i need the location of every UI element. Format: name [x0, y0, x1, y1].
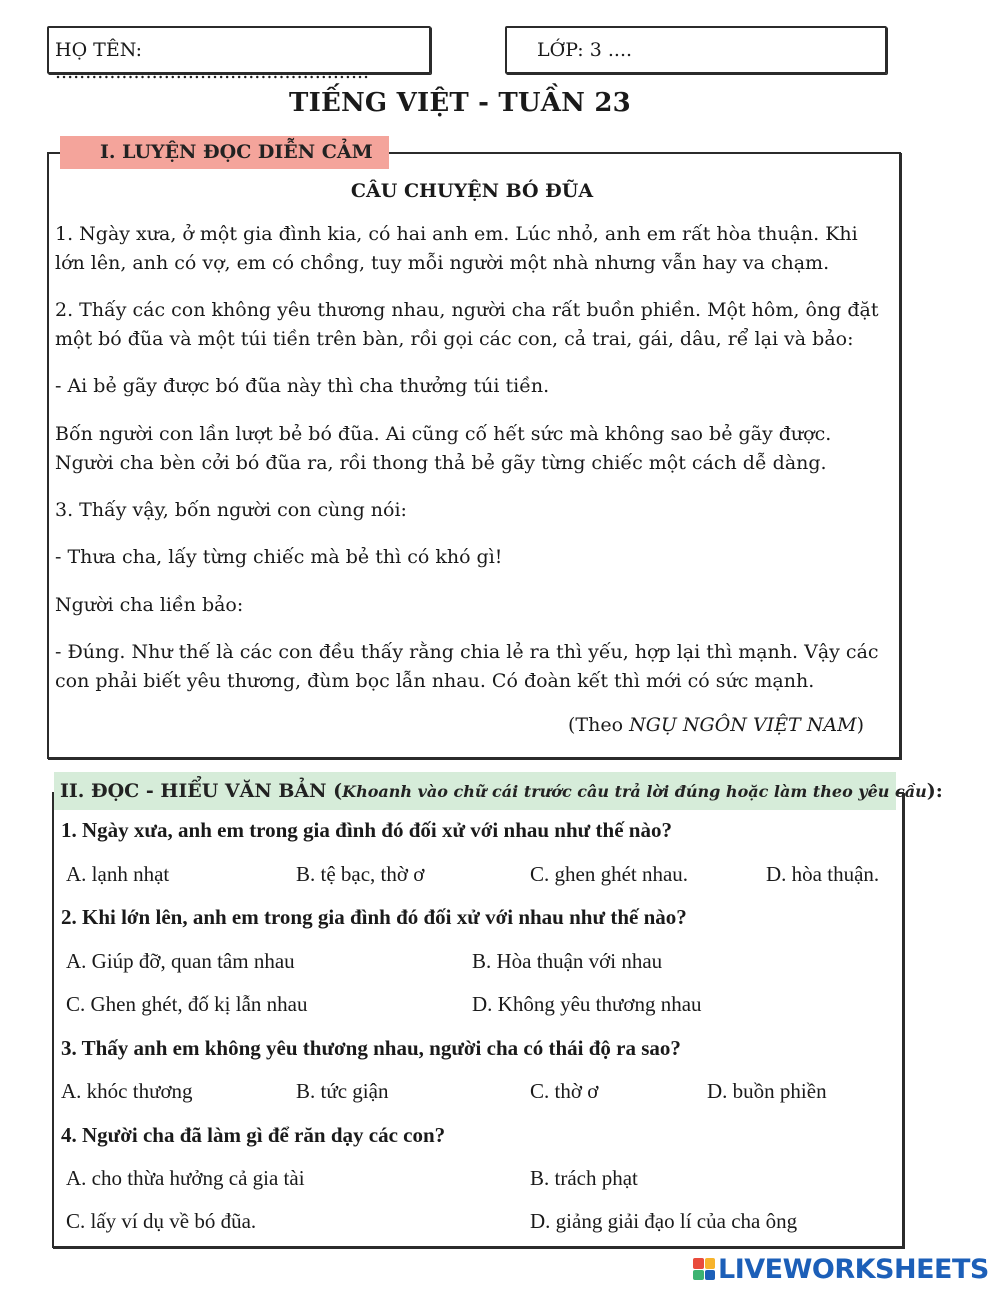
question-2: 2. Khi lớn lên, anh em trong gia đình đó đối xử với nhau như thế nào? — [61, 905, 687, 929]
story-paragraph: - Thưa cha, lấy từng chiếc mà bẻ thì có khó gì! — [55, 546, 503, 568]
liveworksheets-logo — [693, 1254, 989, 1284]
q4-option-c[interactable]: C. lấy ví dụ về bó đũa. — [66, 1209, 257, 1233]
student-name-box — [47, 26, 431, 83]
liveworksheets-logo-text: LIVEWORKSHEETS — [718, 1253, 989, 1285]
section1-heading: I. LUYỆN ĐỌC DIỄN CẢM — [60, 136, 389, 169]
student-class-box — [505, 26, 887, 74]
story-paragraph: 3. Thấy vậy, bốn người con cùng nói: — [55, 499, 407, 521]
liveworksheets-logo-icon — [693, 1258, 715, 1280]
q1-option-b[interactable]: B. tệ bạc, thờ ơ — [296, 862, 425, 886]
story-paragraph: - Đúng. Như thế là các con đều thấy rằng chia lẻ ra thì yếu, hợp lại thì mạnh. Vậy các con phải biết yêu thương, đùm bọc lẫn nhau. Có đoàn kết thì mới có sức mạnh. — [55, 641, 879, 692]
credit-source: NGỤ NGÔN VIỆT NAM — [629, 714, 857, 736]
question-4: 4. Người cha đã làm gì để răn dạy các con? — [61, 1123, 446, 1147]
logo-square — [705, 1258, 716, 1269]
q1-option-c[interactable]: C. ghen ghét nhau. — [530, 862, 689, 886]
q2-option-a[interactable]: A. Giúp đỡ, quan tâm nhau — [66, 949, 295, 973]
story-credit — [568, 714, 864, 736]
q4-option-b[interactable]: B. trách phạt — [530, 1166, 638, 1190]
q3-option-b[interactable]: B. tức giận — [296, 1079, 389, 1103]
q3-option-c[interactable]: C. thờ ơ — [530, 1079, 599, 1103]
q3-option-d[interactable]: D. buồn phiền — [707, 1079, 827, 1103]
q4-option-d[interactable]: D. giảng giải đạo lí của cha ông — [530, 1209, 798, 1233]
question-1: 1. Ngày xưa, anh em trong gia đình đó đối xử với nhau như thế nào? — [61, 818, 672, 842]
q2-option-c[interactable]: C. Ghen ghét, đố kị lẫn nhau — [66, 992, 308, 1016]
story-paragraph: 1. Ngày xưa, ở một gia đình kia, có hai anh em. Lúc nhỏ, anh em rất hòa thuận. Khi lớn lên, anh có vợ, em có chồng, tuy mỗi người một nhà nhưng vẫn hay va chạm. — [55, 223, 858, 274]
logo-square — [693, 1258, 704, 1269]
q1-option-a[interactable]: A. lạnh nhạt — [66, 862, 170, 886]
credit-prefix: (Theo — [568, 714, 630, 736]
q1-option-d[interactable]: D. hòa thuận. — [766, 862, 880, 886]
student-name-label: HỌ TÊN: .................................................... — [55, 39, 370, 83]
section2-heading — [54, 772, 943, 810]
section2-instruction: Khoanh vào chữ cái trước câu trả lời đúng hoặc làm theo yêu cầu — [342, 782, 927, 801]
q3-option-a[interactable]: A. khóc thương — [61, 1079, 193, 1103]
story-paragraph: Bốn người con lần lượt bẻ bó đũa. Ai cũng cố hết sức mà không sao bẻ gãy được. Người cha bèn cởi bó đũa ra, rồi thong thả bẻ gãy từng chiếc một cách dễ dàng. — [55, 423, 832, 474]
question-3: 3. Thấy anh em không yêu thương nhau, người cha có thái độ ra sao? — [61, 1036, 681, 1060]
q4-option-a[interactable]: A. cho thừa hưởng cả gia tài — [66, 1166, 305, 1190]
section2-heading-end: ): — [926, 780, 943, 802]
logo-square — [705, 1270, 716, 1281]
story-paragraph: - Ai bẻ gãy được bó đũa này thì cha thưởng túi tiền. — [55, 375, 550, 397]
q2-option-b[interactable]: B. Hòa thuận với nhau — [472, 949, 663, 973]
logo-square — [693, 1270, 704, 1281]
story-paragraph: 2. Thấy các con không yêu thương nhau, người cha rất buồn phiền. Một hôm, ông đặt một bó đũa và một túi tiền trên bàn, rồi gọi các con, cả trai, gái, dâu, rể lại và bảo: — [55, 299, 879, 350]
q2-option-d[interactable]: D. Không yêu thương nhau — [472, 992, 702, 1016]
student-class-label: LỚP: 3 .... — [537, 39, 633, 61]
section2-heading-text: II. ĐỌC - HIỂU VĂN BẢN ( — [60, 780, 343, 802]
credit-suffix: ) — [856, 714, 864, 736]
page-title: TIẾNG VIỆT - TUẦN 23 — [289, 88, 631, 118]
story-paragraph: Người cha liền bảo: — [55, 594, 244, 616]
story-title: CÂU CHUYỆN BÓ ĐŨA — [350, 180, 594, 202]
